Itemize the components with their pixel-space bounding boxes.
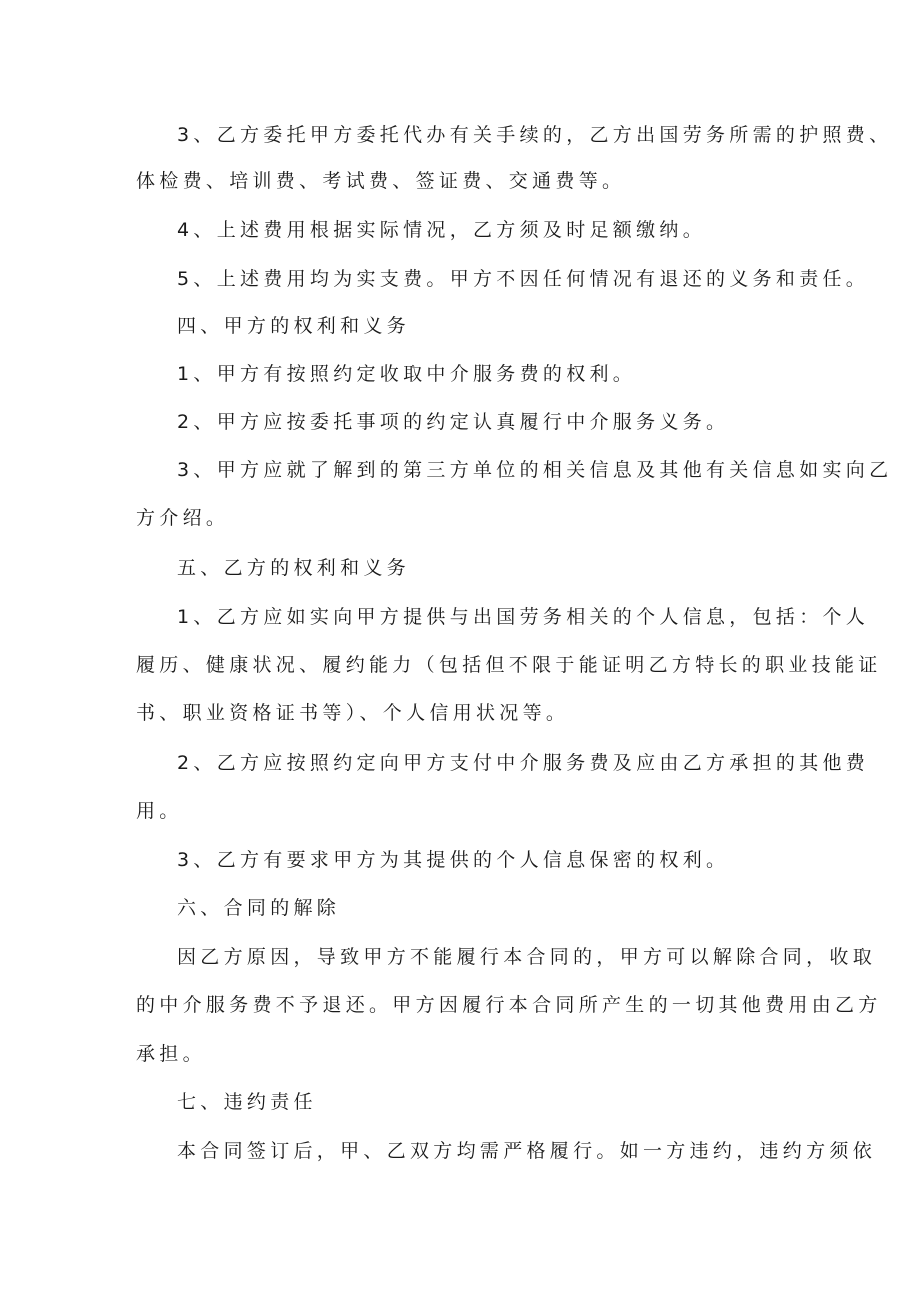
text-line-termination-end: 承担。 xyxy=(136,1043,206,1065)
text-line-termination-middle: 的中介服务费不予退还。甲方因履行本合同所产生的一切其他费用由乙方 xyxy=(136,994,882,1016)
text-line-party-b-clause-3: 3、乙方有要求甲方为其提供的个人信息保密的权利。 xyxy=(177,849,730,871)
text-line-party-a-clause-1: 1、甲方有按照约定收取中介服务费的权利。 xyxy=(177,363,637,385)
section-heading-party-a-rights: 四、甲方的权利和义务 xyxy=(177,315,411,337)
text-line-party-b-clause-2-end: 用。 xyxy=(136,800,183,822)
text-line-breach-start: 本合同签订后，甲、乙双方均需严格履行。如一方违约，违约方须依 xyxy=(177,1140,877,1162)
text-line-party-a-clause-2: 2、甲方应按委托事项的约定认真履行中介服务义务。 xyxy=(177,411,730,433)
text-line-party-b-clause-1-middle: 履历、健康状况、履约能力（包括但不限于能证明乙方特长的职业技能证 xyxy=(136,654,882,676)
section-heading-breach-liability: 七、违约责任 xyxy=(177,1091,317,1113)
text-line-party-a-clause-3-end: 方介绍。 xyxy=(136,507,230,529)
text-line-clause-4-fees: 4、上述费用根据实际情况，乙方须及时足额缴纳。 xyxy=(177,219,706,241)
text-line-party-b-clause-1-end: 书、职业资格证书等）、个人信用状况等。 xyxy=(136,702,570,724)
text-line-clause-5-fees: 5、上述费用均为实支费。甲方不因任何情况有退还的义务和责任。 xyxy=(177,268,870,290)
text-line-party-a-clause-3-start: 3、甲方应就了解到的第三方单位的相关信息及其他有关信息如实向乙 xyxy=(177,459,893,481)
text-line-clause-3-fees-end: 体检费、培训费、考试费、签证费、交通费等。 xyxy=(136,170,626,192)
text-line-clause-3-fees-start: 3、乙方委托甲方委托代办有关手续的，乙方出国劳务所需的护照费、 xyxy=(177,124,893,146)
text-line-party-b-clause-2-start: 2、乙方应按照约定向甲方支付中介服务费及应由乙方承担的其他费 xyxy=(177,752,870,774)
section-heading-party-b-rights: 五、乙方的权利和义务 xyxy=(177,557,411,579)
text-line-termination-start: 因乙方原因，导致甲方不能履行本合同的，甲方可以解除合同，收取 xyxy=(177,946,877,968)
text-line-party-b-clause-1-start: 1、乙方应如实向甲方提供与出国劳务相关的个人信息，包括：个人 xyxy=(177,606,870,628)
section-heading-contract-termination: 六、合同的解除 xyxy=(177,897,341,919)
